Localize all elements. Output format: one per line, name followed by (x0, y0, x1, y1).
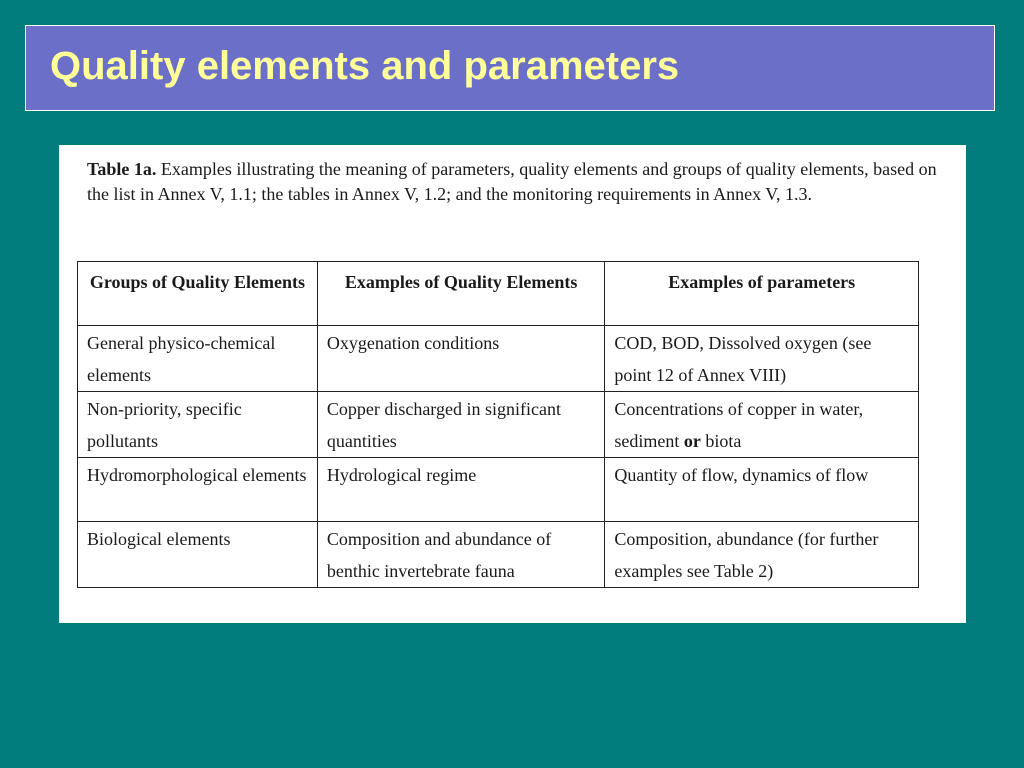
header-examples-quality-elements: Examples of Quality Elements (317, 262, 605, 326)
header-groups: Groups of Quality Elements (78, 262, 318, 326)
cell-example: Copper discharged in significant quantities (317, 392, 605, 458)
table-row (78, 522, 919, 588)
cell-parameters (605, 392, 919, 458)
title-bar (25, 25, 995, 111)
cell-parameters: Composition, abundance (for further examples see Table 2) (605, 522, 919, 588)
cell-group: Biological elements (78, 522, 318, 588)
cell-parameters: Quantity of flow, dynamics of flow (605, 458, 919, 522)
table-caption (87, 157, 947, 207)
cell-group: Non-priority, specific pollutants (78, 392, 318, 458)
table-row (78, 458, 919, 522)
parameters-text: Concentrations of copper in water, sediment (614, 399, 864, 451)
header-examples-parameters: Examples of parameters (605, 262, 919, 326)
caption-label: Table 1a. (87, 159, 157, 179)
cell-example: Hydrological regime (317, 458, 605, 522)
cell-parameters: COD, BOD, Dissolved oxygen (see point 12 of Annex VIII) (605, 326, 919, 392)
table-row (78, 326, 919, 392)
parameters-text-end: biota (705, 431, 742, 451)
slide-title: Quality elements and parameters (50, 44, 680, 88)
caption-text: Examples illustrating the meaning of parameters, quality elements and groups of quality elements, based on the list in Annex V, 1.1; the tables in Annex V, 1.2; and the monitoring requirements in Annex V, 1.3. (87, 159, 937, 204)
table-row (78, 392, 919, 458)
cell-example: Composition and abundance of benthic invertebrate fauna (317, 522, 605, 588)
table-panel (59, 145, 966, 623)
quality-elements-table (77, 261, 919, 588)
table-header-row (78, 262, 919, 326)
cell-group: General physico-chemical elements (78, 326, 318, 392)
cell-group: Hydromorphological elements (78, 458, 318, 522)
parameters-emphasis: or (683, 431, 701, 451)
cell-example: Oxygenation conditions (317, 326, 605, 392)
